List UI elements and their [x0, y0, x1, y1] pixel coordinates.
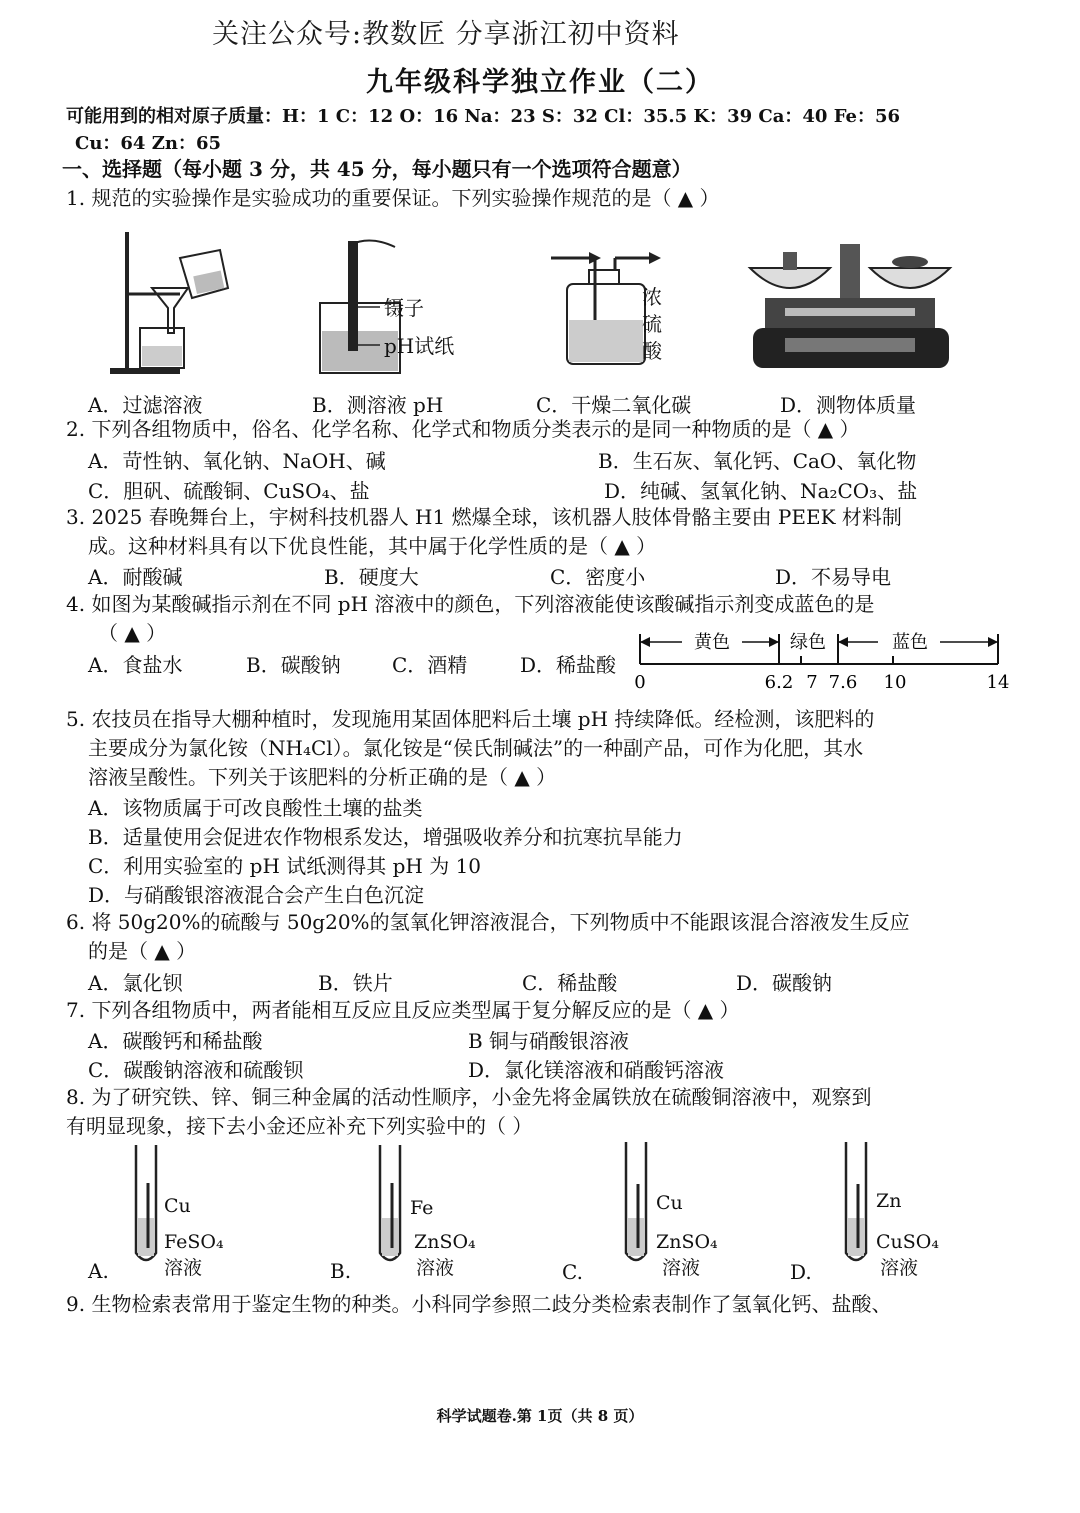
band-green-label: 绿色 [790, 632, 826, 653]
q1-option-c: C．干燥二氧化碳 [536, 393, 692, 417]
metal-label: Fe [410, 1197, 434, 1219]
page-title: 九年级科学独立作业（二） [366, 67, 714, 98]
solution-word: 溶液 [880, 1257, 919, 1279]
tweezers-label: 镊子 [384, 296, 424, 320]
q4-option-d: D．稀盐酸 [520, 653, 617, 677]
question-7-stem: 7. 下列各组物质中，两者能相互反应且反应类型属于复分解反应的是（ ▲ ） [66, 998, 740, 1022]
solution-label: ZnSO₄ [414, 1231, 476, 1253]
question-6-stem-1: 6. 将 50g20%的硫酸与 50g20%的氢氧化钾溶液混合，下列物质中不能跟该混合溶液发生反应 [66, 910, 910, 934]
tick-label: 14 [986, 672, 1010, 693]
tube-letter: A. [88, 1259, 109, 1283]
q7-option-a: A．碳酸钙和稀盐酸 [88, 1029, 263, 1053]
q1-option-b: B．测溶液 pH [312, 393, 444, 417]
q4-option-a: A．食盐水 [88, 653, 183, 677]
ph-color-scale [630, 626, 1030, 696]
question-1-stem: 1. 规范的实验操作是实验成功的重要保证。下列实验操作规范的是（ ▲ ） [66, 186, 720, 210]
q6-option-a: A．氯化钡 [88, 971, 183, 995]
question-4-stem-1: 4. 如图为某酸碱指示剂在不同 pH 溶液中的颜色，下列溶液能使该酸碱指示剂变成蓝色的是 [66, 592, 875, 616]
watermark: 关注公众号:教数匠 分享浙江初中资料 [212, 19, 680, 50]
metal-label: Zn [876, 1190, 902, 1212]
metal-label: Cu [164, 1195, 191, 1217]
solution-label: CuSO₄ [876, 1231, 939, 1253]
q7-option-d: D．氯化镁溶液和硝酸钙溶液 [468, 1058, 725, 1082]
question-3-stem-1: 3. 2025 春晚舞台上，宇树科技机器人 H1 燃爆全球，该机器人肢体骨骼主要由 PEEK 材料制 [66, 505, 902, 529]
question-8-stem-1: 8. 为了研究铁、锌、铜三种金属的活动性顺序，小金先将金属铁放在硫酸铜溶液中，观察到 [66, 1085, 872, 1109]
tick-label: 7 [806, 672, 818, 693]
tick-label: 10 [883, 672, 907, 693]
tick-label: 7.6 [828, 672, 858, 693]
solution-word: 溶液 [662, 1257, 701, 1279]
question-5-stem-3: 溶液呈酸性。下列关于该肥料的分析正确的是（ ▲ ） [88, 765, 557, 789]
question-5-stem-2: 主要成分为氯化铵（NH₄Cl）。氯化铵是“侯氏制碱法”的一种副产品，可作为化肥，其水 [88, 736, 864, 760]
q2-option-a: A．苛性钠、氧化钠、NaOH、碱 [88, 449, 386, 473]
q2-option-b: B．生石灰、氧化钙、CaO、氧化物 [598, 449, 917, 473]
q7-option-c: C．碳酸钠溶液和硫酸钡 [88, 1058, 304, 1082]
ph-paper-label: pH试纸 [384, 334, 455, 358]
test-tube-a [88, 1143, 288, 1283]
test-tube-c [562, 1140, 762, 1283]
q4-option-c: C．酒精 [392, 653, 468, 677]
q4-option-b: B．碳酸钠 [246, 653, 341, 677]
question-9-stem: 9. 生物检索表常用于鉴定生物的种类。小科同学参照二歧分类检索表制作了氢氧化钙、盐酸、 [66, 1292, 892, 1316]
page-footer: 科学试题卷.第 1页（共 8 页） [436, 1407, 644, 1425]
q5-option-d: D．与硝酸银溶液混合会产生白色沉淀 [88, 883, 425, 907]
q2-option-c: C．胆矾、硫酸铜、CuSO₄、盐 [88, 479, 370, 503]
question-2-stem: 2. 下列各组物质中，俗名、化学名称、化学式和物质分类表示的是同一种物质的是（ ▲ ） [66, 417, 860, 441]
question-3-stem-2: 成。这种材料具有以下优良性能，其中属于化学性质的是（ ▲ ） [88, 534, 657, 558]
solution-word: 溶液 [416, 1257, 455, 1279]
q5-option-c: C．利用实验室的 pH 试纸测得其 pH 为 10 [88, 854, 482, 878]
band-yellow-label: 黄色 [694, 632, 730, 653]
q1-option-d: D．测物体质量 [780, 393, 917, 417]
q5-option-b: B．适量使用会促进农作物根系发达，增强吸收养分和抗寒抗旱能力 [88, 825, 683, 849]
question-6-stem-2: 的是（ ▲ ） [88, 939, 197, 963]
tube-letter: D. [790, 1260, 812, 1284]
test-tube-d [790, 1140, 990, 1283]
acid-label-2: 硫 [642, 312, 662, 336]
section-heading: 一、选择题（每小题 3 分，共 45 分，每小题只有一个选项符合题意） [62, 157, 692, 181]
tube-letter: C. [562, 1260, 583, 1284]
acid-label-3: 酸 [642, 339, 662, 363]
q3-option-c: C．密度小 [550, 565, 646, 589]
atomic-masses-cont: Cu：64 Zn：65 [75, 133, 222, 154]
acid-label-1: 浓 [642, 285, 662, 309]
tick-label: 6.2 [764, 672, 794, 693]
filtration-figure [100, 228, 240, 378]
solution-label: FeSO₄ [164, 1231, 224, 1253]
solution-word: 溶液 [164, 1257, 203, 1279]
metal-label: Cu [656, 1192, 683, 1214]
question-5-stem-1: 5. 农技员在指导大棚种植时，发现施用某固体肥料后土壤 pH 持续降低。经检测，该肥料的 [66, 707, 875, 731]
question-8-stem-2: 有明显现象，接下去小金还应补充下列实验中的（ ） [66, 1114, 533, 1138]
q5-option-a: A．该物质属于可改良酸性土壤的盐类 [88, 796, 423, 820]
q6-option-c: C．稀盐酸 [522, 971, 618, 995]
atomic-masses: 可能用到的相对原子质量：H：1 C：12 O：16 Na：23 S：32 Cl：35.5 K：39 Ca：40 Fe：56 [66, 106, 901, 127]
test-tube-b [330, 1143, 530, 1283]
balance-figure [745, 238, 965, 378]
q3-option-d: D．不易导电 [775, 565, 892, 589]
tick-label: 0 [634, 672, 646, 693]
q6-option-d: D．碳酸钠 [736, 971, 833, 995]
question-4-stem-2: （ ▲ ） [98, 621, 167, 645]
solution-label: ZnSO₄ [656, 1231, 718, 1253]
q3-option-a: A．耐酸碱 [88, 565, 183, 589]
q1-option-a: A．过滤溶液 [88, 393, 203, 417]
q6-option-b: B．铁片 [318, 971, 393, 995]
band-blue-label: 蓝色 [892, 632, 928, 653]
q3-option-b: B．硬度大 [324, 565, 419, 589]
tube-letter: B. [330, 1259, 352, 1283]
q2-option-d: D．纯碱、氢氧化钠、Na₂CO₃、盐 [604, 479, 918, 503]
q7-option-b: B 铜与硝酸银溶液 [468, 1029, 630, 1053]
